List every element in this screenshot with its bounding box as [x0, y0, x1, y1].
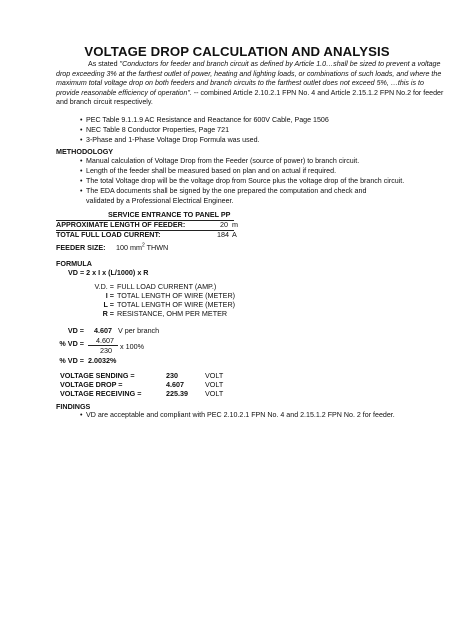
reference-text: 3-Phase and 1-Phase Voltage Drop Formula was used.	[86, 136, 260, 144]
methodology-text: The total Voltage drop will be the voltage drop from Source plus the voltage drop of the branch circuit.	[86, 177, 405, 185]
percent-vd-result-value: 2.0032%	[88, 356, 117, 365]
vd-unit: V per branch	[118, 326, 160, 335]
methodology-item	[80, 187, 396, 206]
voltage-drop-value: 4.607	[166, 380, 184, 389]
reference-item	[80, 116, 329, 126]
vd-label: VD =	[67, 326, 84, 335]
bullet-icon: •	[80, 126, 83, 134]
formula-def-text: RESISTANCE, OHM PER METER	[117, 309, 228, 318]
bullet-icon: •	[80, 177, 83, 185]
bullet-icon: •	[80, 157, 83, 165]
findings-item	[80, 411, 416, 421]
methodology-item	[80, 177, 426, 187]
times-hundred: x 100%	[120, 342, 144, 351]
intro-paragraph	[56, 60, 444, 108]
feeder-size-label: FEEDER SIZE:	[56, 243, 106, 252]
bullet-icon: •	[80, 116, 83, 124]
reference-text: NEC Table 8 Conductor Properties, Page 721	[86, 126, 230, 134]
percent-vd-result-label: % VD =	[59, 356, 84, 365]
voltage-sending-value: 230	[166, 371, 178, 380]
methodology-item	[80, 167, 406, 177]
voltage-receiving-unit: VOLT	[205, 389, 224, 398]
bullet-icon: •	[80, 167, 83, 175]
intro-lead: As stated	[88, 60, 120, 68]
formula-def-symbol: V.D. =	[94, 282, 114, 291]
feeder-length-value: 20	[220, 220, 228, 229]
percent-vd-label: % VD =	[59, 339, 84, 348]
formula-def-symbol: I =	[105, 291, 114, 300]
feeder-length-label: APPROXIMATE LENGTH OF FEEDER:	[56, 220, 186, 229]
bullet-icon: •	[80, 136, 83, 144]
formula-main: VD = 2 x I x (L/1000) x R	[68, 268, 149, 277]
formula-heading: FORMULA	[56, 259, 92, 268]
formula-def-text: TOTAL LENGTH OF WIRE (METER)	[117, 291, 236, 300]
intro-tail: -- combined Article 2.10.2.1 FPN No. 4 and Article 2.15.1.2 FPN No.2 for feeder and branch circuit respectively.	[56, 88, 444, 107]
formula-def-text: FULL LOAD CURRENT (AMP.)	[117, 282, 217, 291]
denominator-value: 230	[100, 346, 112, 355]
feeder-size-text: 100 mm	[116, 243, 142, 252]
voltage-receiving-label: VOLTAGE RECEIVING =	[60, 389, 142, 398]
formula-def-symbol: L =	[103, 300, 114, 309]
numerator-value: 4.607	[96, 336, 114, 345]
voltage-sending-unit: VOLT	[205, 371, 224, 380]
feeder-size-value	[116, 243, 168, 252]
feeder-size-sup: 2	[141, 242, 145, 249]
formula-def-symbol: R =	[102, 309, 114, 318]
methodology-text: The EDA documents shall be signed by the one prepared the computation and check and validated by a Professional Electrical Engineer.	[86, 187, 367, 205]
load-current-label: TOTAL FULL LOAD CURRENT:	[56, 230, 161, 239]
methodology-text: Length of the feeder shall be measured based on plan and on actual if required.	[86, 167, 337, 175]
service-heading: SERVICE ENTRANCE TO PANEL PP	[108, 210, 231, 219]
feeder-length-unit: m	[232, 220, 238, 229]
bullet-icon: •	[80, 411, 83, 419]
methodology-item	[80, 157, 406, 167]
reference-text: PEC Table 9.1.1.9 AC Resistance and Reactance for 600V Cable, Page 1506	[86, 116, 329, 124]
page-title: VOLTAGE DROP CALCULATION AND ANALYSIS	[84, 44, 390, 59]
methodology-heading: METHODOLOGY	[56, 147, 114, 156]
methodology-text: Manual calculation of Voltage Drop from the Feeder (source of power) to branch circuit.	[86, 157, 360, 165]
findings-text: VD are acceptable and compliant with PEC 2.10.2.1 FPN No. 4 and 2.15.1.2 FPN No. 2 for feeder.	[86, 411, 395, 419]
reference-item	[80, 126, 230, 136]
intro-quote: "Conductors for feeder and branch circuit as defined by Article 1.0…shall be sized to prevent a voltage drop exceeding 3% at the farthest outlet of power, heating and lighting loads, or combinations of such loads, and where the maximum total voltage drop on both feeders and branch circuits to the farthest outlet does not exceed 5%, …this is to provide reasonable efficiency of operation".	[56, 60, 442, 97]
reference-item	[80, 136, 260, 146]
bullet-icon: •	[80, 187, 83, 195]
voltage-sending-label: VOLTAGE SENDING =	[60, 371, 135, 380]
findings-heading: FINDINGS	[56, 402, 91, 411]
voltage-receiving-value: 225.39	[166, 389, 188, 398]
feeder-size-unit: THWN	[144, 243, 169, 252]
vd-value: 4.607	[94, 326, 112, 335]
load-current-value: 184	[217, 230, 229, 239]
voltage-drop-unit: VOLT	[205, 380, 224, 389]
load-current-unit: A	[232, 230, 237, 239]
formula-def-text: TOTAL LENGTH OF WIRE (METER)	[117, 300, 236, 309]
voltage-drop-label: VOLTAGE DROP =	[60, 380, 123, 389]
